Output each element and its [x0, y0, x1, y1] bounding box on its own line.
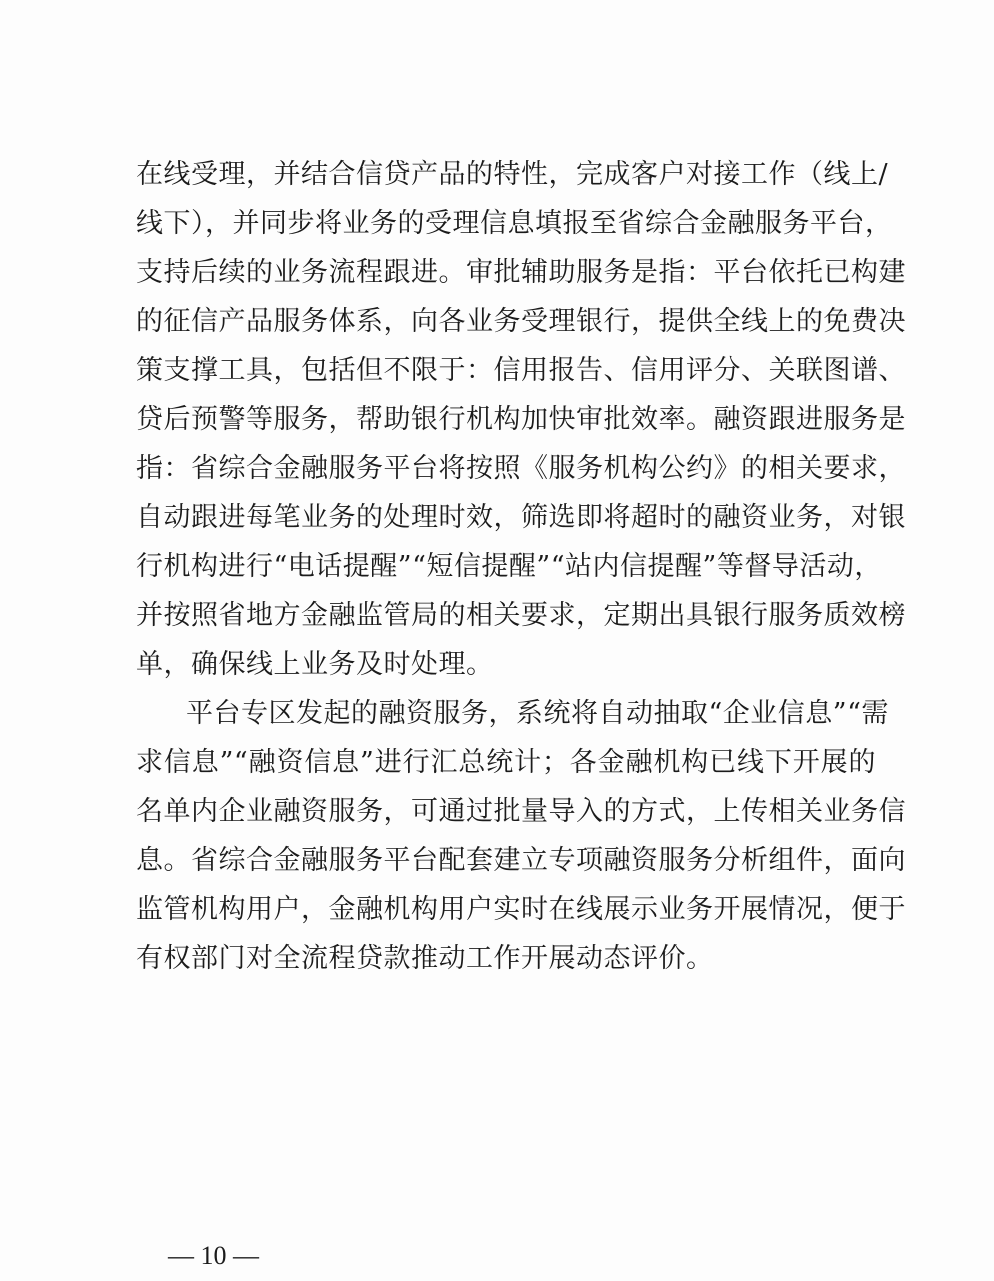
paragraph-line: 的征信产品服务体系，向各业务受理银行，提供全线上的免费决: [136, 306, 906, 337]
paragraph-line: 息。省综合金融服务平台配套建立专项融资服务分析组件，面向: [136, 845, 906, 876]
paragraph-line: 自动跟进每笔业务的处理时效，筛选即将超时的融资业务，对银: [136, 502, 906, 533]
paragraph-line: 有权部门对全流程贷款推动工作开展动态评价。: [136, 943, 714, 974]
paragraph-line: 监管机构用户，金融机构用户实时在线展示业务开展情况，便于: [136, 894, 906, 925]
paragraph-line: 贷后预警等服务，帮助银行机构加快审批效率。融资跟进服务是: [136, 404, 906, 435]
paragraph-line: 求信息”“融资信息”进行汇总统计；各金融机构已线下开展的: [136, 747, 876, 778]
paragraph-line: 指：省综合金融服务平台将按照《服务机构公约》的相关要求，: [136, 453, 906, 484]
page-number: — 10 —: [168, 1241, 259, 1270]
paragraph-line: 平台专区发起的融资服务，系统将自动抽取“企业信息”“需: [186, 698, 889, 729]
paragraph-line: 在线受理，并结合信贷产品的特性，完成客户对接工作（线上/: [136, 159, 889, 190]
body-text: [136, 150, 906, 983]
paragraph-line: 行机构进行“电话提醒”“短信提醒”“站内信提醒”等督导活动，: [136, 551, 882, 582]
paragraph-line: 并按照省地方金融监管局的相关要求，定期出具银行服务质效榜: [136, 600, 906, 631]
paragraph-line: 线下），并同步将业务的受理信息填报至省综合金融服务平台，: [136, 208, 893, 239]
paragraph-line: 支持后续的业务流程跟进。审批辅助服务是指：平台依托已构建: [136, 257, 906, 288]
paragraph-line: 单，确保线上业务及时处理。: [136, 649, 494, 680]
paragraph-line: 策支撑工具，包括但不限于：信用报告、信用评分、关联图谱、: [136, 355, 906, 386]
paragraph-line: 名单内企业融资服务，可通过批量导入的方式，上传相关业务信: [136, 796, 906, 827]
